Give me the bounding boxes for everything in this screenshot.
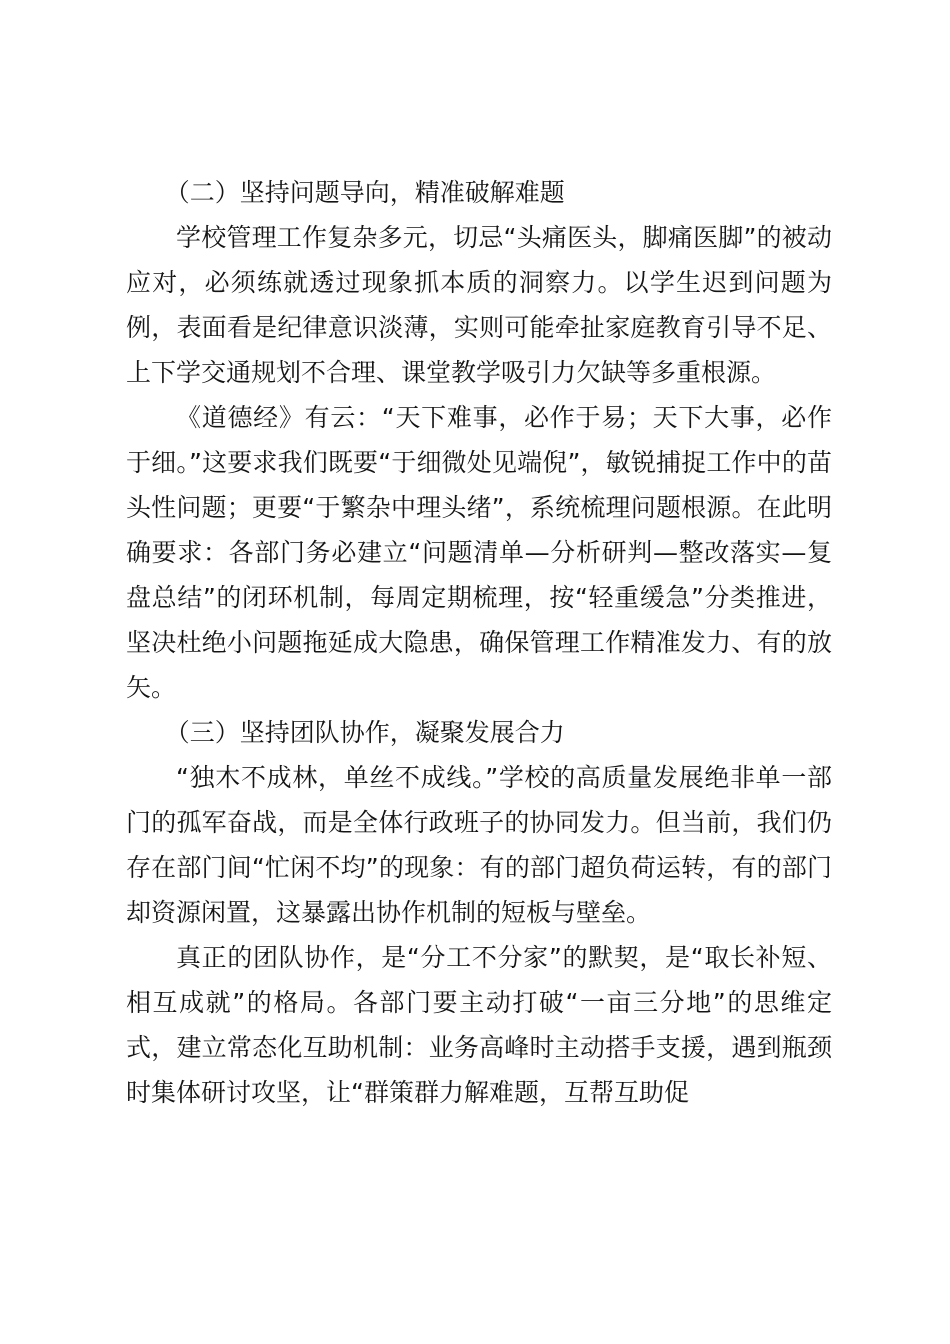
body-paragraph: 《道德经》有云：“天下难事，必作于易；天下大事，必作于细。”这要求我们既要“于细微处见端倪”，敏锐捕捉工作中的苗头性问题；更要“于繁杂中理头绪”，系统梳理问题根源。在此明确要求：各部门务必建立“问题清单—分析研判—整改落实—复盘总结”的闭环机制，每周定期梳理，按“轻重缓急”分类推进，坚决杜绝小问题拖延成大隐患，确保管理工作精准发力、有的放矢。 [126, 403, 832, 702]
section-heading: （三）坚持团队协作，凝聚发展合力 [164, 718, 565, 747]
body-paragraph: 学校管理工作复杂多元，切忌“头痛医头，脚痛医脚”的被动应对，必须练就透过现象抓本质的洞察力。以学生迟到问题为例，表面看是纪律意识淡薄，实则可能牵扯家庭教育引导不足、上下学交通规划不合理、课堂教学吸引力欠缺等多重根源。 [126, 223, 832, 387]
body-paragraph: “独木不成林，单丝不成线。”学校的高质量发展绝非单一部门的孤军奋战，而是全体行政班子的协同发力。但当前，我们仍存在部门间“忙闲不均”的现象：有的部门超负荷运转，有的部门却资源闲置，这暴露出协作机制的短板与壁垒。 [126, 763, 832, 927]
body-paragraph: 真正的团队协作，是“分工不分家”的默契，是“取长补短、相互成就”的格局。各部门要主动打破“一亩三分地”的思维定式，建立常态化互助机制：业务高峰时主动搭手支援，遇到瓶颈时集体研讨攻坚，让“群策群力解难题，互帮互助促 [126, 943, 832, 1107]
document-body [126, 170, 832, 1115]
section-heading: （二）坚持问题导向，精准破解难题 [164, 178, 565, 207]
